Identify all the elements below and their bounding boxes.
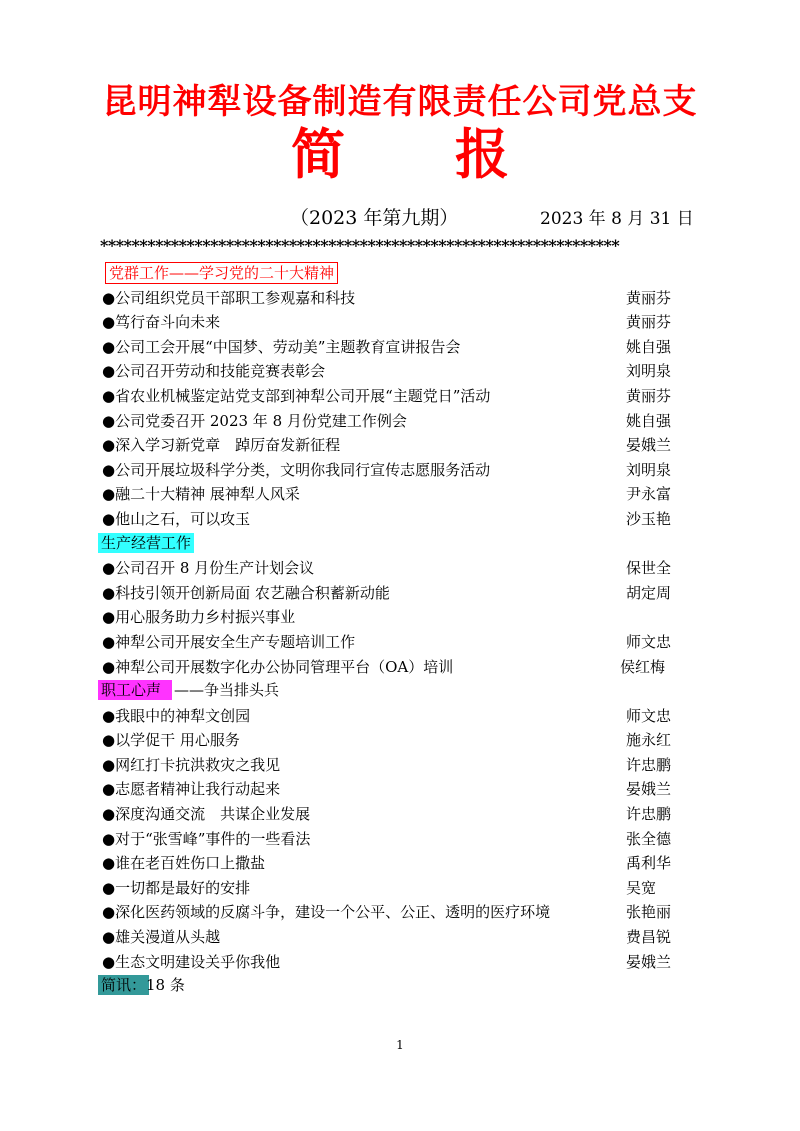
- list-item[interactable]: [98, 704, 678, 729]
- section-heading-production: [98, 532, 678, 557]
- section-tag-production: 生产经营工作: [98, 533, 194, 553]
- section-tag-party: 党群工作——学习党的二十大精神: [105, 262, 338, 284]
- bulletin-title-left: 简: [291, 122, 345, 186]
- item-author: 许忠鹏: [626, 755, 672, 774]
- item-author: 黄丽芬: [626, 288, 672, 307]
- list-item[interactable]: [98, 605, 678, 630]
- item-author: 禹利华: [626, 854, 672, 873]
- item-title: ●雄关漫道从头越: [102, 928, 221, 947]
- item-title: ●深入学习新党章 踔厉奋发新征程: [102, 436, 341, 455]
- item-author: 费昌锐: [626, 928, 672, 947]
- issue-number: （2023 年第九期）: [290, 207, 459, 229]
- item-title: ●志愿者精神让我行动起来: [102, 780, 281, 799]
- item-title: ●一切都是最好的安排: [102, 878, 251, 897]
- item-title: ●神犁公司开展安全生产专题培训工作: [102, 632, 356, 651]
- item-author: 师文忠: [626, 706, 672, 725]
- list-item[interactable]: [98, 851, 678, 876]
- org-title: 昆明神犁设备制造有限责任公司党总支: [102, 82, 698, 122]
- item-author: 黄丽芬: [626, 313, 672, 332]
- item-author: 侯红梅: [620, 657, 666, 676]
- list-item[interactable]: [98, 581, 678, 606]
- item-author: 吴宽: [626, 878, 657, 897]
- brief-news: [98, 974, 678, 999]
- item-author: 晏娥兰: [626, 780, 672, 799]
- list-item[interactable]: [98, 310, 678, 335]
- item-title: ●神犁公司开展数字化办公协同管理平台（OA）培训: [102, 657, 454, 676]
- list-item[interactable]: [98, 753, 678, 778]
- bulletin-title: [0, 122, 800, 186]
- item-title: ●对于“张雪峰”事件的一些看法: [102, 829, 311, 848]
- brief-count: 18 条: [146, 976, 185, 995]
- list-item[interactable]: [98, 384, 678, 409]
- list-item[interactable]: [98, 335, 678, 360]
- page-number: 1: [396, 1038, 404, 1052]
- item-author: 张艳丽: [626, 903, 672, 922]
- brief-label: 简讯：: [98, 975, 149, 995]
- list-item[interactable]: [98, 876, 678, 901]
- item-title: ●深度沟通交流 共谋企业发展: [102, 805, 311, 824]
- item-title: ●深化医药领域的反腐斗争，建设一个公平、公正、透明的医疗环境: [102, 903, 551, 922]
- list-item[interactable]: [98, 507, 678, 532]
- item-title: ●我眼中的神犁文创园: [102, 706, 251, 725]
- list-item[interactable]: [98, 458, 678, 483]
- item-author: 施永红: [626, 731, 672, 750]
- item-title: ●公司组织党员干部职工参观嘉和科技: [102, 288, 356, 307]
- list-item[interactable]: [98, 409, 678, 434]
- list-item[interactable]: [98, 286, 678, 311]
- item-author: 姚自强: [626, 337, 672, 356]
- separator-stars: ******************************************************************: [100, 236, 620, 255]
- list-item[interactable]: [98, 482, 678, 507]
- item-title: ●公司开展垃圾科学分类，文明你我同行宣传志愿服务活动: [102, 460, 491, 479]
- item-author: 许忠鹏: [626, 805, 672, 824]
- section-tag-staff: 职工心声: [98, 680, 172, 700]
- section-heading-party: [98, 261, 678, 286]
- section-heading-staff: [98, 679, 678, 704]
- list-item[interactable]: [98, 950, 678, 975]
- list-item[interactable]: [98, 777, 678, 802]
- item-title: ●用心服务助力乡村振兴事业: [102, 608, 296, 627]
- item-author: 师文忠: [626, 632, 672, 651]
- item-title: ●公司召开 8 月份生产计划会议: [102, 559, 315, 578]
- item-title: ●谁在老百姓伤口上撒盐: [102, 854, 266, 873]
- list-item[interactable]: [98, 925, 678, 950]
- item-author: 保世全: [626, 559, 672, 578]
- list-item[interactable]: [98, 728, 678, 753]
- item-title: ●笃行奋斗向未来: [102, 313, 221, 332]
- item-title: ●以学促干 用心服务: [102, 731, 240, 750]
- item-author: 尹永富: [626, 485, 672, 504]
- item-title: ●科技引领开创新局面 农艺融合积蓄新动能: [102, 583, 390, 602]
- item-author: 刘明泉: [626, 362, 672, 381]
- list-item[interactable]: [98, 802, 678, 827]
- item-title: ●生态文明建设关乎你我他: [102, 952, 281, 971]
- item-author: 刘明泉: [626, 460, 672, 479]
- bulletin-title-right: 报: [455, 122, 509, 186]
- section-heading-staff-suffix: ——争当排头兵: [174, 681, 280, 700]
- table-of-contents: [98, 261, 678, 999]
- item-author: 胡定周: [626, 583, 672, 602]
- item-author: 晏娥兰: [626, 436, 672, 455]
- item-title: ●公司党委召开 2023 年 8 月份党建工作例会: [102, 411, 407, 430]
- issue-date: 2023 年 8 月 31 日: [540, 209, 694, 229]
- list-item[interactable]: [98, 827, 678, 852]
- item-title: ●省农业机械鉴定站党支部到神犁公司开展“主题党日”活动: [102, 386, 491, 405]
- list-item[interactable]: [98, 630, 678, 655]
- item-author: 姚自强: [626, 411, 672, 430]
- item-author: 张全德: [626, 829, 672, 848]
- list-item[interactable]: [98, 359, 678, 384]
- item-title: ●公司工会开展“中国梦、劳动美”主题教育宣讲报告会: [102, 337, 461, 356]
- item-title: ●他山之石，可以攻玉: [102, 509, 251, 528]
- item-author: 黄丽芬: [626, 386, 672, 405]
- list-item[interactable]: [98, 655, 678, 680]
- item-title: ●融二十大精神 展神犁人风采: [102, 485, 300, 504]
- item-title: ●公司召开劳动和技能竞赛表彰会: [102, 362, 326, 381]
- list-item[interactable]: [98, 556, 678, 581]
- item-author: 晏娥兰: [626, 952, 672, 971]
- item-title: ●网红打卡抗洪救灾之我见: [102, 755, 281, 774]
- item-author: 沙玉艳: [626, 509, 672, 528]
- list-item[interactable]: [98, 900, 678, 925]
- list-item[interactable]: [98, 433, 678, 458]
